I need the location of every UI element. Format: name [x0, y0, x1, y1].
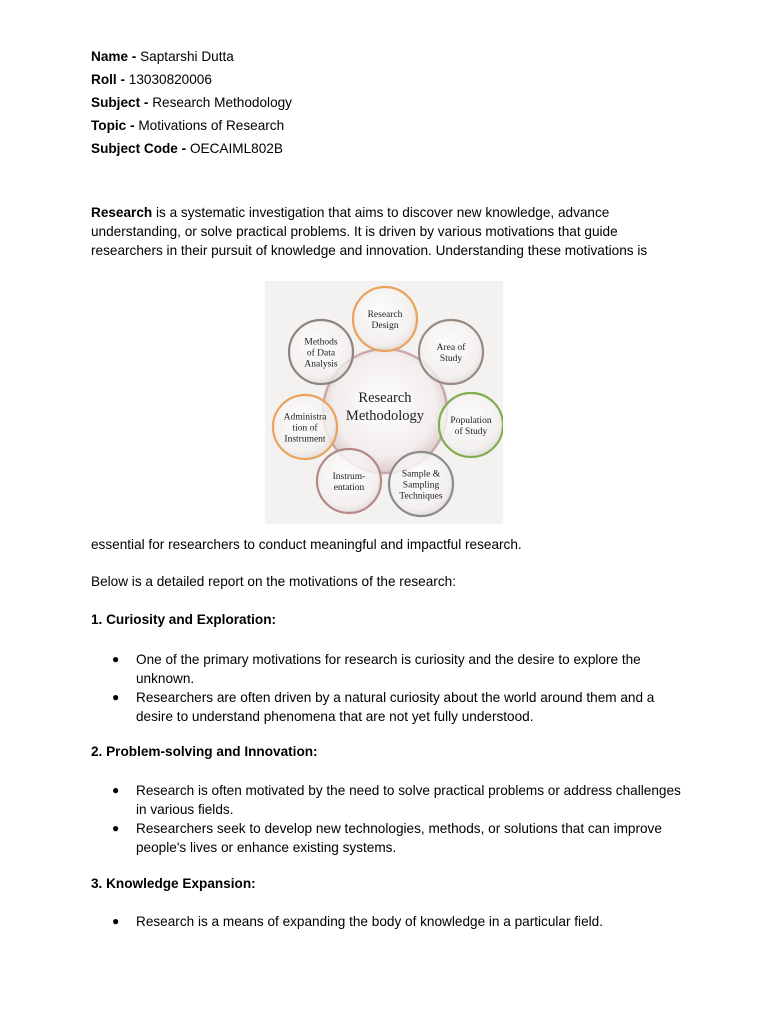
diagram-node-label: Population — [450, 416, 492, 426]
diagram-node-label: Sample & — [401, 469, 441, 480]
name-line — [91, 45, 292, 68]
subject-value: Research Methodology — [152, 95, 292, 110]
diagram-node-label: of Data — [306, 348, 336, 359]
diagram-svg — [265, 281, 503, 524]
research-methodology-diagram — [265, 281, 503, 524]
bullet-dot: ● — [112, 821, 120, 835]
diagram-node-label: Methods — [304, 337, 338, 348]
bullet-text: Researchers seek to develop new technologies, methods, or solutions that can improve people's lives or enhance existing systems. — [136, 821, 662, 855]
roll-value: 13030820006 — [128, 72, 212, 87]
subject-line — [91, 91, 292, 114]
bullet-list-1 — [112, 650, 682, 726]
diagram-node — [439, 393, 503, 457]
center-label-line-1: Research — [358, 390, 412, 406]
bullet-text: Research is a means of expanding the body of knowledge in a particular field. — [136, 914, 603, 929]
diagram-node — [317, 449, 381, 513]
topic-label: Topic - — [91, 118, 139, 133]
list-item — [112, 650, 682, 688]
intro-paragraph — [91, 203, 691, 260]
diagram-node-label: Research — [367, 310, 403, 320]
diagram-node — [419, 320, 483, 384]
paragraph-after-image: essential for researchers to conduct meaningful and impactful research. — [91, 537, 522, 552]
diagram-node-label: Design — [371, 321, 399, 331]
bullet-dot: ● — [112, 783, 120, 797]
diagram-node — [289, 320, 353, 384]
diagram-node-label: Area of — [436, 343, 466, 353]
diagram-node-label: tion of — [292, 423, 318, 434]
section-title-1: 1. Curiosity and Exploration: — [91, 612, 277, 627]
diagram-node — [389, 452, 453, 516]
diagram-node-label: Sampling — [402, 480, 440, 491]
diagram-node-label: of Study — [454, 427, 488, 437]
section-title-2: 2. Problem-solving and Innovation: — [91, 744, 318, 759]
diagram-node-label: Instrument — [284, 434, 326, 445]
bullet-dot: ● — [112, 914, 120, 928]
bullet-list-3 — [112, 912, 682, 931]
diagram-node-label: Instrum- — [332, 472, 366, 482]
subject-code-label: Subject Code - — [91, 141, 190, 156]
bullet-dot: ● — [112, 690, 120, 704]
list-item — [112, 688, 682, 726]
center-label-line-2: Methodology — [345, 408, 425, 424]
bullet-text: Research is often motivated by the need to solve practical problems or address challenges in various fields. — [136, 783, 681, 817]
diagram-node — [353, 287, 417, 351]
roll-line — [91, 68, 292, 91]
topic-value: Motivations of Research — [138, 118, 285, 133]
student-info — [91, 45, 292, 160]
bullet-list-2 — [112, 781, 682, 857]
subject-label: Subject - — [91, 95, 153, 110]
paragraph-report-intro: Below is a detailed report on the motivations of the research: — [91, 574, 456, 589]
bullet-text: Researchers are often driven by a natural curiosity about the world around them and a desire to understand phenomena that are not yet fully understood. — [136, 690, 655, 724]
diagram-node-label: Analysis — [304, 359, 338, 370]
subject-code-value: OECAIML802B — [189, 141, 283, 156]
topic-line — [91, 114, 292, 137]
section-title-3: 3. Knowledge Expansion: — [91, 876, 256, 891]
diagram-node-label: Techniques — [399, 491, 443, 502]
list-item — [112, 819, 682, 857]
list-item — [112, 781, 682, 819]
roll-label: Roll - — [91, 72, 129, 87]
diagram-node — [273, 395, 337, 459]
bullet-dot: ● — [112, 652, 120, 666]
name-value: Saptarshi Dutta — [140, 49, 234, 64]
subject-code-line — [91, 137, 292, 160]
bullet-text: One of the primary motivations for research is curiosity and the desire to explore the unknown. — [136, 652, 641, 686]
diagram-node-label: entation — [333, 483, 365, 493]
diagram-node-label: Administra — [283, 412, 327, 423]
list-item — [112, 912, 682, 931]
name-label: Name - — [91, 49, 141, 64]
diagram-node-label: Study — [439, 354, 463, 364]
intro-text: is a systematic investigation that aims to discover new knowledge, advance understanding, or solve practical problems. It is driven by various motivations that guide researchers in their pursuit of knowledge and innovation. Understanding these motivations is — [91, 205, 648, 258]
intro-lead: Research — [91, 205, 153, 220]
